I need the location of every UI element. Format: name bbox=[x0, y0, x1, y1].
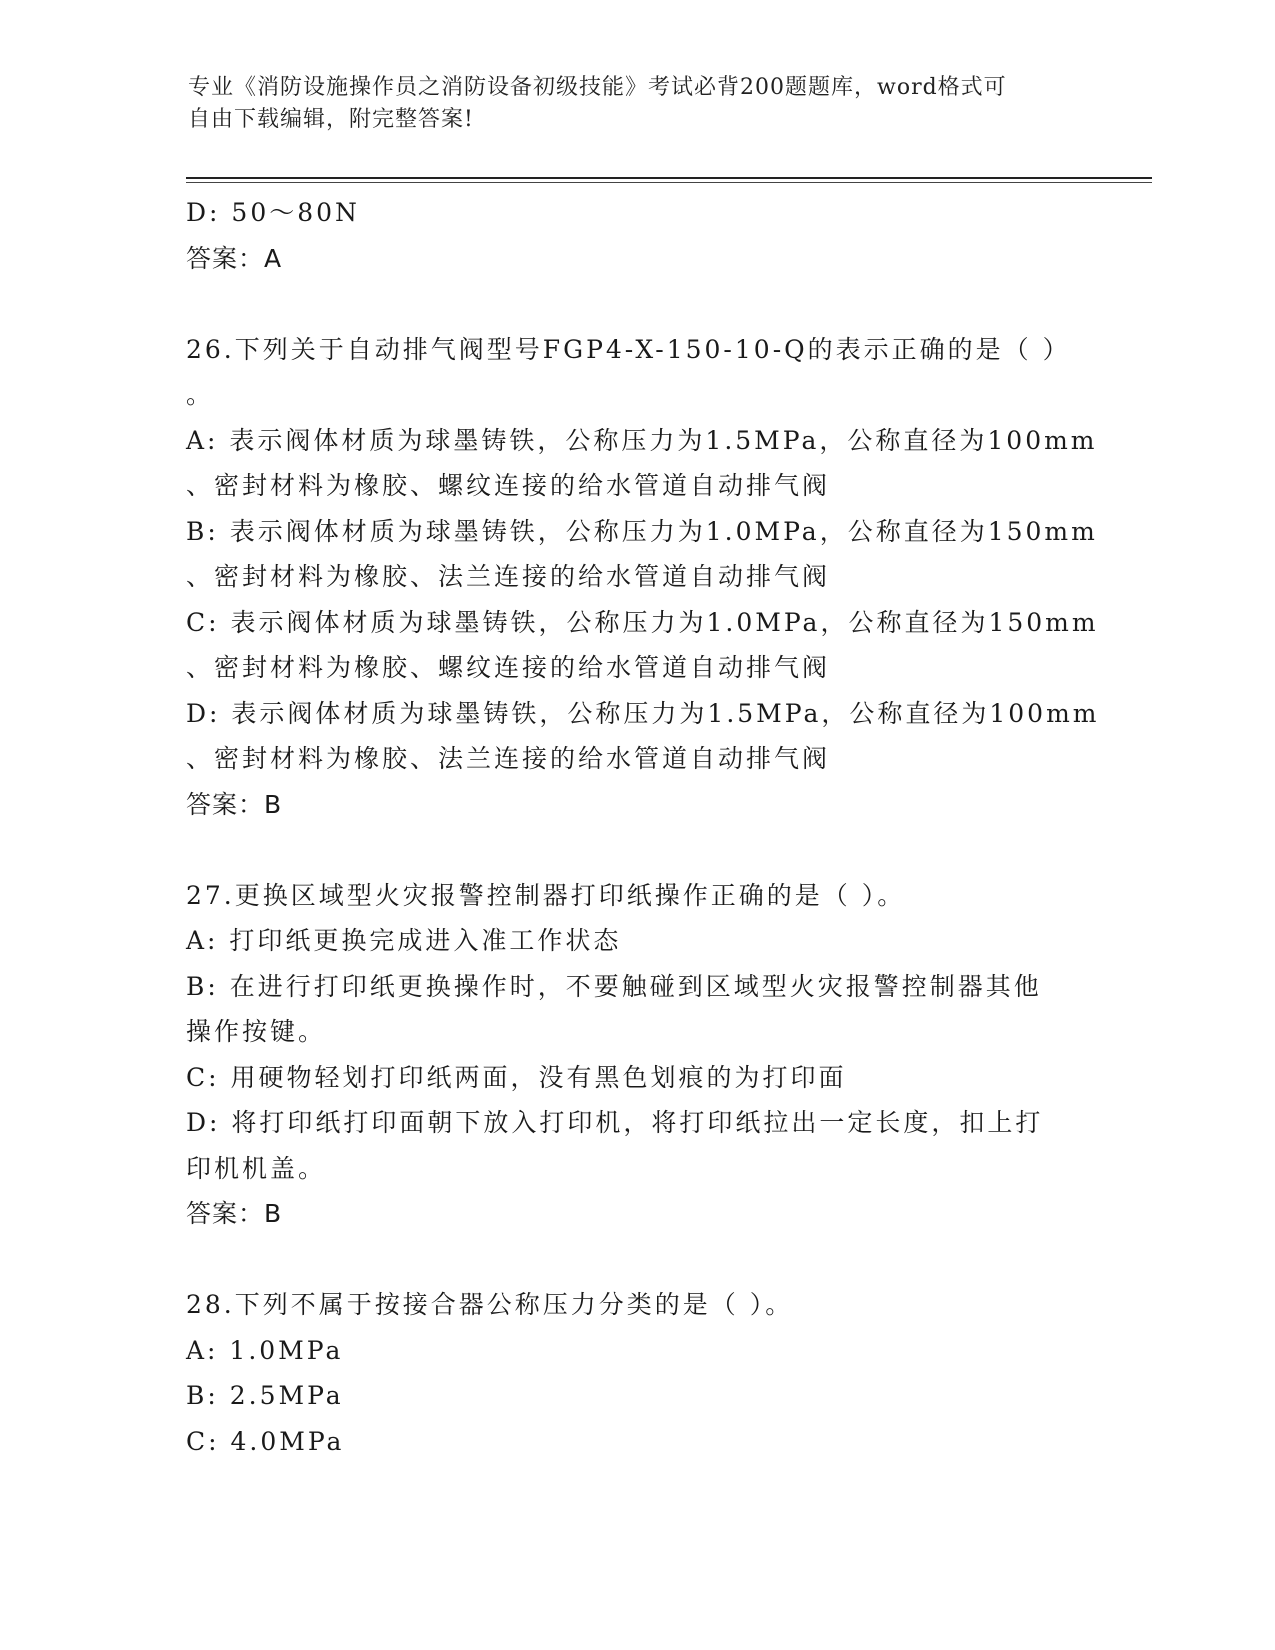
q26-option-a-line-1: A: 表示阀体材质为球墨铸铁，公称压力为1.5MPa，公称直径为100mm bbox=[186, 425, 1098, 455]
q28-option-a: A: 1.0MPa bbox=[186, 1335, 344, 1365]
spacer bbox=[186, 281, 1086, 327]
q26-stem-line-1: 26.下列关于自动排气阀型号FGP4-X-150-10-Q的表示正确的是（ ） bbox=[186, 334, 1071, 364]
header-line-2: 自由下载编辑，附完整答案! bbox=[188, 107, 474, 132]
q28-stem: 28.下列不属于按接合器公称压力分类的是（ ）。 bbox=[186, 1290, 794, 1319]
q27-option-b-line-1: B: 在进行打印纸更换操作时，不要触碰到区域型火灾报警控制器其他 bbox=[186, 971, 1042, 1001]
question-content bbox=[186, 190, 1100, 1464]
document-header bbox=[188, 72, 1088, 136]
header-divider-thin bbox=[186, 182, 1152, 183]
q26-option-b-line-2: 、密封材料为橡胶、法兰连接的给水管道自动排气阀 bbox=[186, 562, 831, 591]
q28-option-c: C: 4.0MPa bbox=[186, 1426, 345, 1456]
q27-option-b-line-2: 操作按键。 bbox=[186, 1017, 327, 1046]
header-divider-thick bbox=[186, 177, 1152, 179]
q27-option-d-line-1: D: 将打印纸打印面朝下放入打印机，将打印纸拉出一定长度，扣上打 bbox=[186, 1108, 1044, 1137]
q28-option-b: B: 2.5MPa bbox=[186, 1381, 344, 1410]
q26-option-d-line-1: D: 表示阀体材质为球墨铸铁，公称压力为1.5MPa，公称直径为100mm bbox=[186, 698, 1100, 728]
q27-answer: 答案：B bbox=[186, 1199, 283, 1228]
spacer bbox=[186, 1237, 1086, 1283]
prev-answer: 答案：A bbox=[186, 243, 283, 273]
q26-option-b-line-1: B: 表示阀体材质为球墨铸铁，公称压力为1.0MPa，公称直径为150mm bbox=[186, 516, 1098, 546]
prev-option-d: D: 50～80N bbox=[186, 198, 360, 227]
q27-option-a: A: 打印纸更换完成进入准工作状态 bbox=[186, 926, 622, 955]
q26-option-a-line-2: 、密封材料为橡胶、螺纹连接的给水管道自动排气阀 bbox=[186, 471, 831, 500]
q26-stem-line-2: 。 bbox=[186, 380, 215, 409]
q27-stem: 27.更换区域型火灾报警控制器打印纸操作正确的是（ ）。 bbox=[186, 880, 906, 910]
spacer bbox=[186, 827, 1086, 873]
q26-option-d-line-2: 、密封材料为橡胶、法兰连接的给水管道自动排气阀 bbox=[186, 744, 831, 773]
q26-option-c-line-1: C: 表示阀体材质为球墨铸铁，公称压力为1.0MPa，公称直径为150mm bbox=[186, 607, 1099, 637]
header-line-1: 专业《消防设施操作员之消防设备初级技能》考试必背200题题库，word格式可 bbox=[188, 75, 1007, 100]
q27-option-d-line-2: 印机机盖。 bbox=[186, 1153, 327, 1183]
q27-option-c: C: 用硬物轻划打印纸两面，没有黑色划痕的为打印面 bbox=[186, 1062, 847, 1092]
q26-answer: 答案：B bbox=[186, 789, 283, 819]
q26-option-c-line-2: 、密封材料为橡胶、螺纹连接的给水管道自动排气阀 bbox=[186, 653, 831, 682]
